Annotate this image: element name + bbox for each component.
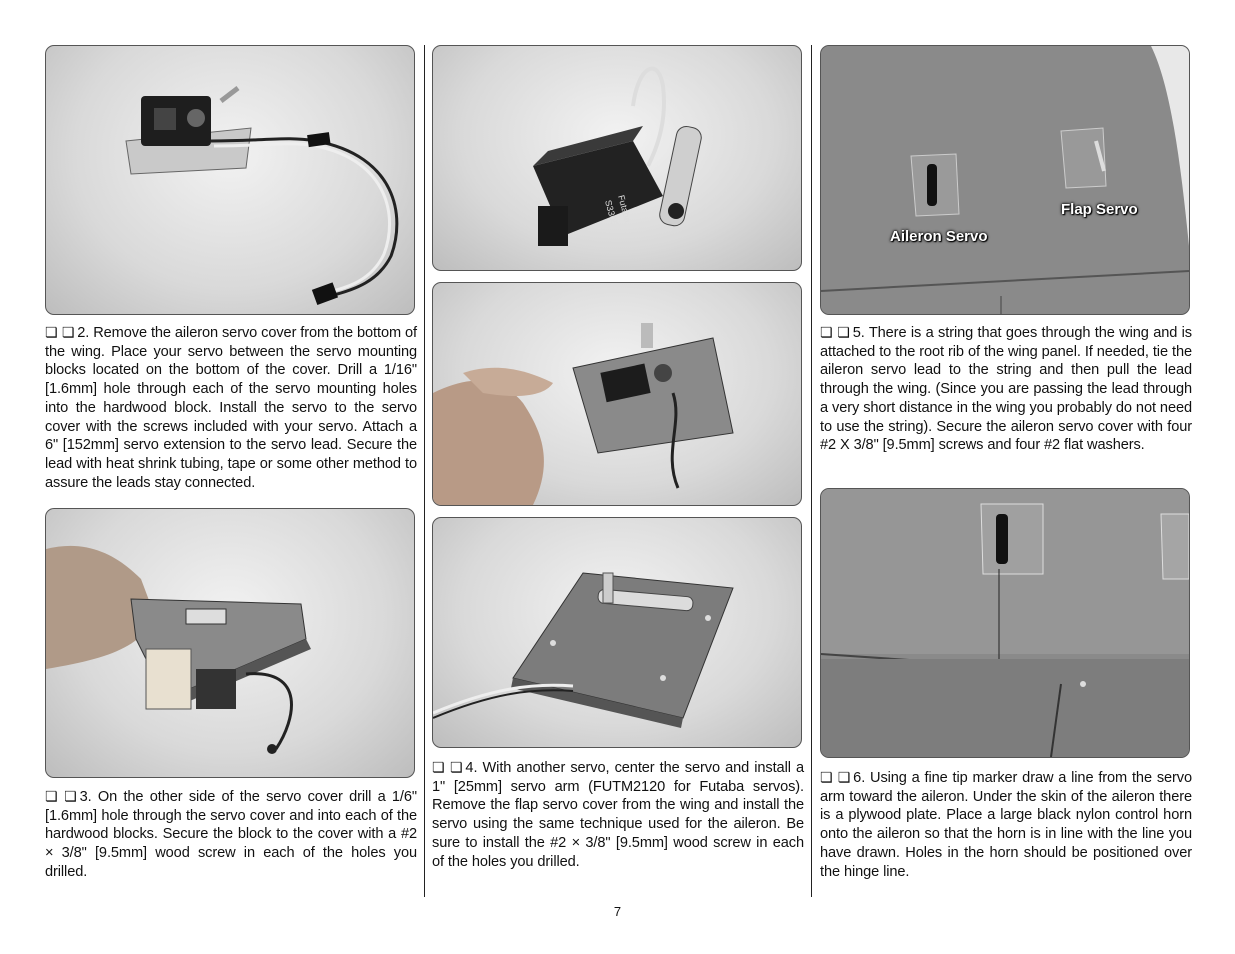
- photo-servo-with-arm: [432, 45, 802, 271]
- checkbox-icons: ❏ ❏: [45, 789, 77, 805]
- servo-brand-label: Futaba: [616, 193, 633, 224]
- step-2-text: [45, 324, 417, 492]
- flap-servo-label: Flap Servo: [1061, 201, 1138, 218]
- photo-servo-on-cover: [45, 45, 415, 315]
- photo-wing-marker-line: [820, 488, 1190, 758]
- step-3-text: [45, 788, 417, 882]
- step-4-text: [432, 759, 804, 871]
- step-6-body: 6. Using a fine tip marker draw a line from the servo arm toward the aileron. Under the skin of the aileron there is a plywood plate. Place a large black nylon control horn onto the aileron so that the horn is in line with the line you have drawn. Holes in the horn should be positioned over the hinge line.: [820, 770, 1193, 880]
- step-4-body: 4. With another servo, center the servo and install a 1" [25mm] servo arm (FUTM2120 for Futaba servos). Remove the flap servo cover from the wing and install the servo using the same technique used for the aileron. Be sure to install the #2 × 3/8" [9.5mm] wood screw in each of the holes you drilled.: [432, 760, 804, 870]
- photo-flap-servo-cover: [432, 517, 802, 748]
- aileron-servo-label: Aileron Servo: [890, 228, 988, 245]
- step-2-body: 2. Remove the aileron servo cover from the bottom of the wing. Place your servo between the servo mounting blocks located on the bottom of the cover. Drill a 1/16" [1.6mm] hole through each of the servo mounting holes into the hardwood block. Install the servo to the servo cover with the screws included with your servo. Attach a 6" [152mm] servo extension to the servo lead. Secure the lead with heat shrink tubing, tape or some other method to assure the leads stay connected.: [45, 325, 417, 491]
- checkbox-icons: ❏ ❏: [432, 760, 463, 776]
- step-3-body: 3. On the other side of the servo cover drill a 1/6" [1.6mm] hole through the servo cover and into each of the hardwood blocks. Secure the block to the cover with a #2 × 3/8" [9.5mm] wood screw in each of the holes you drilled.: [45, 789, 417, 880]
- photo-wing-servos: [820, 45, 1190, 315]
- step-5-body: 5. There is a string that goes through the wing and is attached to the root rib of the wing panel. If needed, tie the aileron servo lead to the string and then pull the lead through the wing. (Since you are passing the lead through a very short distance in the wing you probably do not need to use the string). Secure the aileron servo cover with four #2 X 3/8" [9.5mm] screws and four #2 flat washers.: [820, 325, 1192, 454]
- checkbox-icons: ❏ ❏: [820, 325, 850, 341]
- servo-model-label: S3305: [603, 198, 620, 227]
- photo-cover-drilling: [45, 508, 415, 778]
- checkbox-icons: ❏ ❏: [45, 325, 75, 341]
- column-divider-right: [811, 45, 812, 897]
- page-number: 7: [613, 904, 622, 919]
- step-6-text: [820, 769, 1192, 881]
- photo-servo-in-hand: [432, 282, 802, 506]
- checkbox-icons: ❏ ❏: [820, 770, 851, 786]
- column-divider-left: [424, 45, 425, 897]
- step-5-text: [820, 324, 1192, 455]
